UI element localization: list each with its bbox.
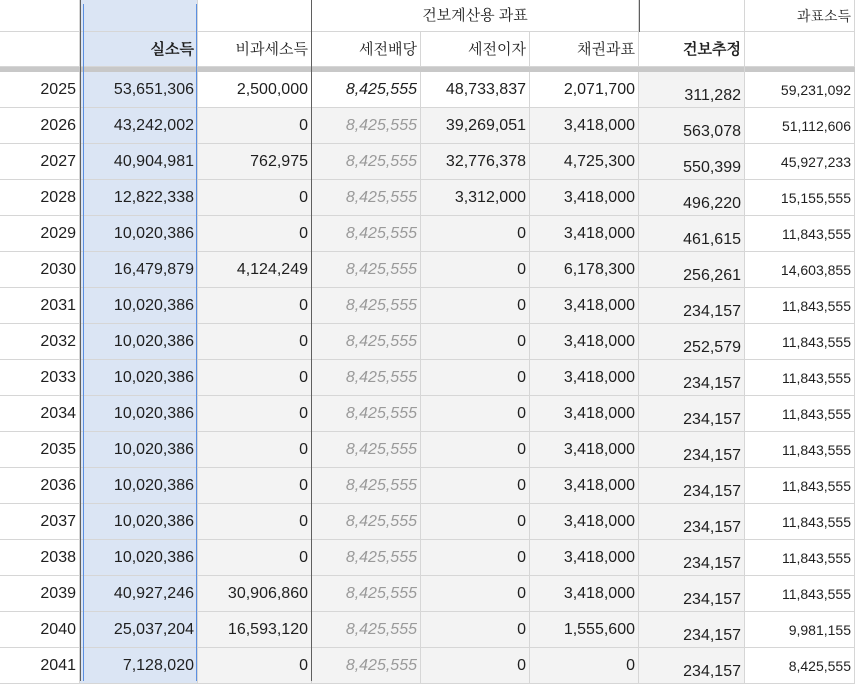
year-cell[interactable]: 2037 bbox=[0, 504, 80, 540]
nontax-income-cell[interactable]: 0 bbox=[198, 288, 312, 324]
pretax-dividend-cell[interactable]: 8,425,555 bbox=[312, 108, 421, 144]
bond-taxbase-cell[interactable]: 3,418,000 bbox=[530, 108, 639, 144]
income-cell[interactable]: 25,037,204 bbox=[80, 612, 198, 648]
year-cell[interactable]: 2027 bbox=[0, 144, 80, 180]
income-cell[interactable]: 7,128,020 bbox=[80, 648, 198, 684]
pretax-dividend-cell[interactable]: 8,425,555 bbox=[312, 324, 421, 360]
pretax-interest-cell[interactable]: 0 bbox=[421, 432, 530, 468]
year-cell[interactable]: 2028 bbox=[0, 180, 80, 216]
bond-taxbase-cell[interactable]: 2,071,700 bbox=[530, 72, 639, 108]
pretax-dividend-cell[interactable]: 8,425,555 bbox=[312, 360, 421, 396]
year-cell[interactable]: 2030 bbox=[0, 252, 80, 288]
header-health-insurance-estimate[interactable]: 건보추정 bbox=[639, 32, 745, 67]
nontax-income-cell[interactable]: 0 bbox=[198, 216, 312, 252]
header-cell-taxbase[interactable] bbox=[745, 32, 855, 67]
health-insurance-cell[interactable]: 252,579 bbox=[639, 324, 745, 360]
bond-taxbase-cell[interactable]: 3,418,000 bbox=[530, 504, 639, 540]
bond-taxbase-cell[interactable]: 1,555,600 bbox=[530, 612, 639, 648]
year-cell[interactable]: 2029 bbox=[0, 216, 80, 252]
health-insurance-cell[interactable]: 234,157 bbox=[639, 576, 745, 612]
pretax-dividend-cell[interactable]: 8,425,555 bbox=[312, 180, 421, 216]
year-cell[interactable]: 2041 bbox=[0, 648, 80, 684]
header-pretax-interest[interactable]: 세전이자 bbox=[421, 32, 530, 67]
pretax-dividend-cell[interactable]: 8,425,555 bbox=[312, 648, 421, 684]
nontax-income-cell[interactable]: 4,124,249 bbox=[198, 252, 312, 288]
health-insurance-cell[interactable]: 234,157 bbox=[639, 288, 745, 324]
income-cell[interactable]: 16,479,879 bbox=[80, 252, 198, 288]
year-cell[interactable]: 2039 bbox=[0, 576, 80, 612]
pretax-dividend-cell[interactable]: 8,425,555 bbox=[312, 468, 421, 504]
pretax-dividend-cell[interactable]: 8,425,555 bbox=[312, 288, 421, 324]
year-cell[interactable]: 2036 bbox=[0, 468, 80, 504]
bond-taxbase-cell[interactable]: 3,418,000 bbox=[530, 216, 639, 252]
income-cell[interactable]: 43,242,002 bbox=[80, 108, 198, 144]
nontax-income-cell[interactable]: 0 bbox=[198, 648, 312, 684]
health-insurance-cell[interactable]: 563,078 bbox=[639, 108, 745, 144]
pretax-interest-cell[interactable]: 0 bbox=[421, 252, 530, 288]
income-cell[interactable]: 53,651,306 bbox=[80, 72, 198, 108]
pretax-dividend-cell[interactable]: 8,425,555 bbox=[312, 144, 421, 180]
pretax-interest-cell[interactable]: 0 bbox=[421, 396, 530, 432]
pretax-interest-cell[interactable]: 0 bbox=[421, 576, 530, 612]
health-insurance-cell[interactable]: 234,157 bbox=[639, 504, 745, 540]
taxbase-cell[interactable]: 15,155,555 bbox=[745, 180, 855, 216]
health-insurance-cell[interactable]: 234,157 bbox=[639, 540, 745, 576]
pretax-interest-cell[interactable]: 0 bbox=[421, 360, 530, 396]
year-cell[interactable]: 2040 bbox=[0, 612, 80, 648]
nontax-income-cell[interactable]: 0 bbox=[198, 396, 312, 432]
taxbase-cell[interactable]: 14,603,855 bbox=[745, 252, 855, 288]
pretax-interest-cell[interactable]: 0 bbox=[421, 504, 530, 540]
health-insurance-cell[interactable]: 234,157 bbox=[639, 612, 745, 648]
health-insurance-cell[interactable]: 550,399 bbox=[639, 144, 745, 180]
bond-taxbase-cell[interactable]: 3,418,000 bbox=[530, 180, 639, 216]
year-cell[interactable]: 2032 bbox=[0, 324, 80, 360]
taxbase-cell[interactable]: 11,843,555 bbox=[745, 324, 855, 360]
taxbase-cell[interactable]: 11,843,555 bbox=[745, 540, 855, 576]
bond-taxbase-cell[interactable]: 3,418,000 bbox=[530, 576, 639, 612]
pretax-interest-cell[interactable]: 0 bbox=[421, 324, 530, 360]
pretax-interest-cell[interactable]: 0 bbox=[421, 612, 530, 648]
bond-taxbase-cell[interactable]: 3,418,000 bbox=[530, 324, 639, 360]
pretax-dividend-cell[interactable]: 8,425,555 bbox=[312, 252, 421, 288]
health-insurance-cell[interactable]: 234,157 bbox=[639, 468, 745, 504]
year-cell[interactable]: 2031 bbox=[0, 288, 80, 324]
income-cell[interactable]: 10,020,386 bbox=[80, 396, 198, 432]
year-cell[interactable]: 2025 bbox=[0, 72, 80, 108]
taxbase-cell[interactable]: 45,927,233 bbox=[745, 144, 855, 180]
health-insurance-cell[interactable]: 234,157 bbox=[639, 648, 745, 684]
taxbase-cell[interactable]: 11,843,555 bbox=[745, 432, 855, 468]
column-divider-year bbox=[80, 0, 81, 681]
pretax-interest-cell[interactable]: 3,312,000 bbox=[421, 180, 530, 216]
header-nontax-income[interactable]: 비과세소득 bbox=[198, 32, 312, 67]
income-cell[interactable]: 10,020,386 bbox=[80, 504, 198, 540]
health-insurance-cell[interactable]: 311,282 bbox=[639, 72, 745, 108]
income-cell[interactable]: 12,822,338 bbox=[80, 180, 198, 216]
bond-taxbase-cell[interactable]: 4,725,300 bbox=[530, 144, 639, 180]
health-insurance-cell[interactable]: 234,157 bbox=[639, 396, 745, 432]
pretax-interest-cell[interactable]: 0 bbox=[421, 468, 530, 504]
health-insurance-cell[interactable]: 234,157 bbox=[639, 432, 745, 468]
pretax-dividend-cell[interactable]: 8,425,555 bbox=[312, 432, 421, 468]
taxbase-cell[interactable]: 11,843,555 bbox=[745, 216, 855, 252]
bond-taxbase-cell[interactable]: 3,418,000 bbox=[530, 396, 639, 432]
taxbase-cell[interactable]: 11,843,555 bbox=[745, 396, 855, 432]
column-divider-taxbase bbox=[744, 0, 745, 681]
bond-taxbase-cell[interactable]: 3,418,000 bbox=[530, 288, 639, 324]
year-cell[interactable]: 2033 bbox=[0, 360, 80, 396]
nontax-income-cell[interactable]: 2,500,000 bbox=[198, 72, 312, 108]
nontax-income-cell[interactable]: 0 bbox=[198, 108, 312, 144]
pretax-interest-cell[interactable]: 0 bbox=[421, 216, 530, 252]
bond-taxbase-cell[interactable]: 3,418,000 bbox=[530, 360, 639, 396]
year-cell[interactable]: 2034 bbox=[0, 396, 80, 432]
bond-taxbase-cell[interactable]: 3,418,000 bbox=[530, 432, 639, 468]
bond-taxbase-cell[interactable]: 3,418,000 bbox=[530, 540, 639, 576]
taxbase-cell[interactable]: 59,231,092 bbox=[745, 72, 855, 108]
pretax-interest-cell[interactable]: 48,733,837 bbox=[421, 72, 530, 108]
taxbase-cell[interactable]: 11,843,555 bbox=[745, 288, 855, 324]
nontax-income-cell[interactable]: 0 bbox=[198, 324, 312, 360]
pretax-interest-cell[interactable]: 32,776,378 bbox=[421, 144, 530, 180]
bond-taxbase-cell[interactable]: 6,178,300 bbox=[530, 252, 639, 288]
header-cell-year[interactable] bbox=[0, 32, 80, 67]
income-cell[interactable]: 10,020,386 bbox=[80, 216, 198, 252]
header-bond-taxbase[interactable]: 채권과표 bbox=[530, 32, 639, 67]
pretax-dividend-cell[interactable]: 8,425,555 bbox=[312, 540, 421, 576]
income-cell[interactable]: 10,020,386 bbox=[80, 540, 198, 576]
health-insurance-cell[interactable]: 234,157 bbox=[639, 360, 745, 396]
pretax-dividend-cell[interactable]: 8,425,555 bbox=[312, 396, 421, 432]
income-cell[interactable]: 10,020,386 bbox=[80, 288, 198, 324]
pretax-dividend-cell[interactable]: 8,425,555 bbox=[312, 216, 421, 252]
nontax-income-cell[interactable]: 0 bbox=[198, 468, 312, 504]
header-cell-nontax-top[interactable] bbox=[198, 0, 312, 32]
taxbase-cell[interactable]: 8,425,555 bbox=[745, 648, 855, 684]
nontax-income-cell[interactable]: 16,593,120 bbox=[198, 612, 312, 648]
taxbase-cell[interactable]: 11,843,555 bbox=[745, 576, 855, 612]
income-cell[interactable]: 10,020,386 bbox=[80, 324, 198, 360]
pretax-interest-cell[interactable]: 0 bbox=[421, 648, 530, 684]
column-divider-group-left bbox=[311, 0, 312, 681]
income-cell[interactable]: 40,927,246 bbox=[80, 576, 198, 612]
column-divider-group-right bbox=[639, 0, 640, 32]
nontax-income-cell[interactable]: 0 bbox=[198, 432, 312, 468]
pretax-dividend-cell[interactable]: 8,425,555 bbox=[312, 72, 421, 108]
nontax-income-cell[interactable]: 30,906,860 bbox=[198, 576, 312, 612]
pretax-dividend-cell[interactable]: 8,425,555 bbox=[312, 612, 421, 648]
pretax-dividend-cell[interactable]: 8,425,555 bbox=[312, 576, 421, 612]
pretax-interest-cell[interactable]: 0 bbox=[421, 540, 530, 576]
health-insurance-cell[interactable]: 461,615 bbox=[639, 216, 745, 252]
health-insurance-cell[interactable]: 256,261 bbox=[639, 252, 745, 288]
year-cell[interactable]: 2026 bbox=[0, 108, 80, 144]
bond-taxbase-cell[interactable]: 0 bbox=[530, 648, 639, 684]
taxbase-cell[interactable]: 11,843,555 bbox=[745, 468, 855, 504]
nontax-income-cell[interactable]: 762,975 bbox=[198, 144, 312, 180]
nontax-income-cell[interactable]: 0 bbox=[198, 180, 312, 216]
nontax-income-cell[interactable]: 0 bbox=[198, 504, 312, 540]
pretax-interest-cell[interactable]: 39,269,051 bbox=[421, 108, 530, 144]
year-cell[interactable]: 2035 bbox=[0, 432, 80, 468]
header-cell-insurance-top[interactable] bbox=[639, 0, 745, 32]
income-cell[interactable]: 40,904,981 bbox=[80, 144, 198, 180]
income-cell[interactable]: 10,020,386 bbox=[80, 360, 198, 396]
taxbase-cell[interactable]: 11,843,555 bbox=[745, 360, 855, 396]
taxbase-cell[interactable]: 9,981,155 bbox=[745, 612, 855, 648]
header-pretax-dividend[interactable]: 세전배당 bbox=[312, 32, 421, 67]
header-taxbase-label[interactable]: 과표소득 bbox=[745, 0, 855, 32]
taxbase-cell[interactable]: 51,112,606 bbox=[745, 108, 855, 144]
year-cell[interactable]: 2038 bbox=[0, 540, 80, 576]
pretax-interest-cell[interactable]: 0 bbox=[421, 288, 530, 324]
nontax-income-cell[interactable]: 0 bbox=[198, 360, 312, 396]
bond-taxbase-cell[interactable]: 3,418,000 bbox=[530, 468, 639, 504]
taxbase-cell[interactable]: 11,843,555 bbox=[745, 504, 855, 540]
pretax-dividend-cell[interactable]: 8,425,555 bbox=[312, 504, 421, 540]
header-income[interactable]: 실소득 bbox=[80, 32, 198, 67]
header-cell-blank-top-left[interactable] bbox=[0, 0, 80, 32]
health-insurance-cell[interactable]: 496,220 bbox=[639, 180, 745, 216]
income-cell[interactable]: 10,020,386 bbox=[80, 468, 198, 504]
income-cell[interactable]: 10,020,386 bbox=[80, 432, 198, 468]
nontax-income-cell[interactable]: 0 bbox=[198, 540, 312, 576]
header-group-label[interactable]: 건보계산용 과표 bbox=[312, 0, 639, 32]
header-cell-income-top[interactable] bbox=[80, 0, 198, 32]
